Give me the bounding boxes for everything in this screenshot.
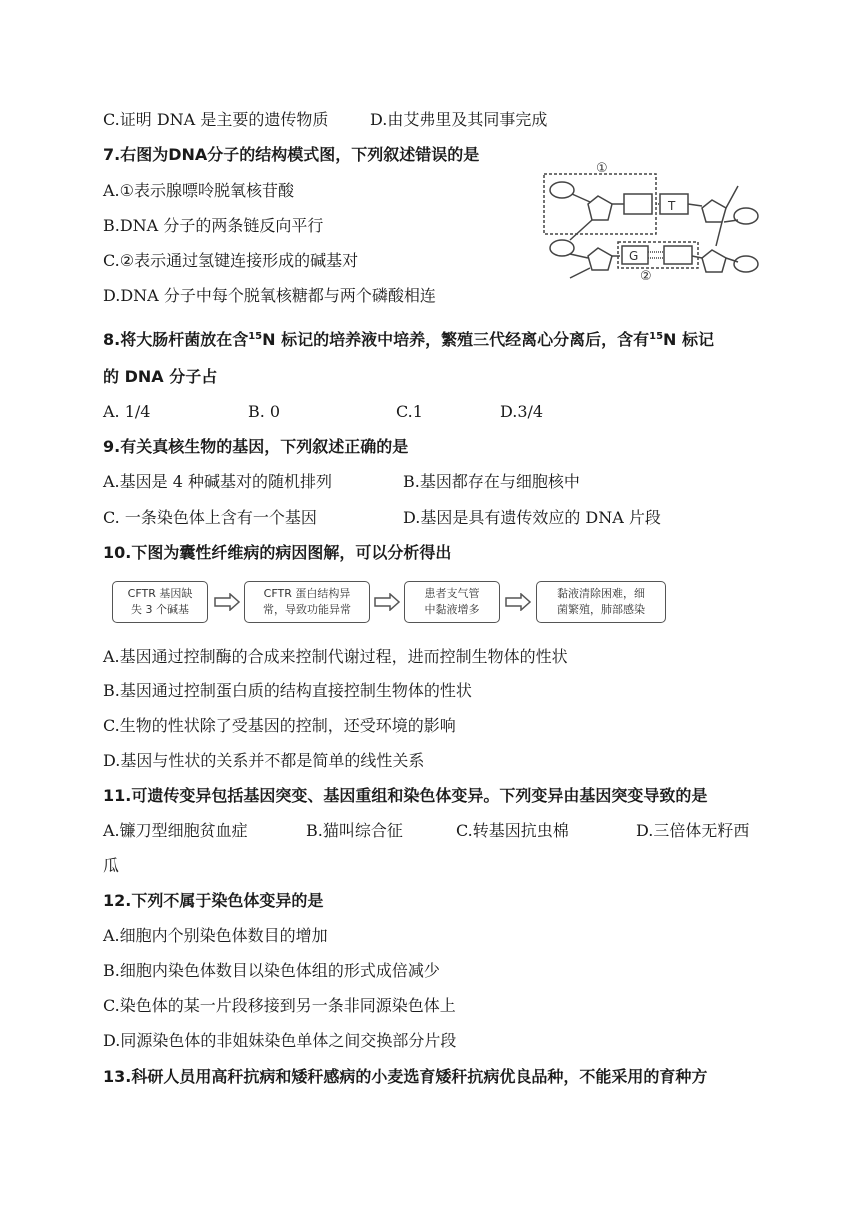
q11-stem: 11.可遗传变异包括基因突变、基因重组和染色体变异。下列变异由基因突变导致的是 [103,786,708,805]
flow-arrow-icon [374,593,400,611]
q7-option-d: D.DNA 分子中每个脱氧核糖都与两个磷酸相连 [103,286,436,305]
flow-step-1 [112,581,208,623]
flow-step-2-line1: CFTR 蛋白结构异 [263,587,351,600]
q11-option-d: D.三倍体无籽西 [636,821,750,840]
q8-superscript: 15 [248,331,263,342]
q7-option-c: C.②表示通过氢键连接形成的碱基对 [103,251,359,270]
q10-option-c: C.生物的性状除了受基因的控制，还受环境的影响 [103,716,456,735]
q11-options [103,821,749,841]
q8-option-c: C.1 [396,402,423,421]
q12-option-d: D.同源染色体的非姐妹染色单体之间交换部分片段 [103,1031,457,1050]
flow-arrow-icon [505,593,531,611]
flow-step-2 [244,581,370,623]
flow-step-4-line1: 黏液清除困难，细 [557,587,645,600]
q7-option-a: A.①表示腺嘌呤脱氧核苷酸 [103,181,294,200]
phosphate-circle [550,182,574,198]
flow-step-1-line2: 失 3 个碱基 [131,603,189,616]
q8-option-d: D.3/4 [500,402,544,421]
q8-stem-c: N 标记 [663,330,714,349]
flow-arrow-icon [214,593,240,611]
q12-option-b: B.细胞内染色体数目以染色体组的形式成倍减少 [103,961,440,980]
q8-stem-b: N 标记的培养液中培养，繁殖三代经离心分离后，含有 [262,330,650,349]
q9-option-b: B.基因都存在与细胞核中 [403,472,580,491]
q7-option-b: B.DNA 分子的两条链反向平行 [103,216,324,235]
label-1: ① [596,161,608,176]
base-t-label: T [668,199,676,213]
flow-step-2-line2: 常，导致功能异常 [263,603,351,616]
q12-option-a: A.细胞内个别染色体数目的增加 [103,926,328,945]
q12-option-c: C.染色体的某一片段移接到另一条非同源染色体上 [103,996,456,1015]
nucleotide-dashed-box [544,174,656,234]
q9-options-ab [103,472,580,492]
q9-option-d: D.基因是具有遗传效应的 DNA 片段 [403,508,661,527]
q9-option-c: C. 一条染色体上含有一个基因 [103,508,317,527]
q11-option-d-wrap: 瓜 [103,856,120,875]
base-rect [624,194,652,214]
q9-option-a: A.基因是 4 种碱基对的随机排列 [103,472,332,491]
q7-stem: 7.右图为DNA分子的结构模式图，下列叙述错误的是 [103,145,480,164]
q8-options [103,402,543,422]
q8-option-b: B. 0 [248,402,281,421]
q10-option-a: A.基因通过控制酶的合成来控制代谢过程，进而控制生物体的性状 [103,647,568,666]
label-2: ② [640,269,652,280]
q9-options-cd [103,508,661,528]
flow-step-3 [404,581,500,623]
q11-option-b: B.猫叫综合征 [306,821,403,840]
q8-stem-a: 8.将大肠杆菌放在含 [103,330,249,349]
q11-option-c: C.转基因抗虫棉 [456,821,569,840]
flow-step-3-line1: 患者支气管 [424,587,480,600]
q8-option-a: A. 1/4 [103,402,151,421]
q11-option-a: A.镰刀型细胞贫血症 [103,821,248,840]
q9-stem: 9.有关真核生物的基因，下列叙述正确的是 [103,437,409,456]
flow-step-4-line2: 菌繁殖，肺部感染 [557,603,645,616]
q6-options-cd [103,110,547,130]
q8-stem-line2: 的 DNA 分子占 [103,367,218,386]
deoxyribose-pentagon [588,196,612,220]
q8-superscript-2: 15 [649,331,664,342]
q6-option-d: D.由艾弗里及其同事完成 [370,110,548,129]
flow-step-1-line1: CFTR 基因缺 [127,587,193,600]
q8-stem [103,330,714,353]
q10-option-b: B.基因通过控制蛋白质的结构直接控制生物体的性状 [103,681,472,700]
base-g-label: G [629,249,639,263]
q12-stem: 12.下列不属于染色体变异的是 [103,891,324,910]
flow-step-3-line2: 中黏液增多 [424,603,480,616]
q10-stem: 10.下图为囊性纤维病的病因图解，可以分析得出 [103,543,452,562]
q13-stem: 13.科研人员用高秆抗病和矮秆感病的小麦选育矮秆抗病优良品种，不能采用的育种方 [103,1067,708,1086]
dna-structure-diagram [540,160,760,280]
flow-step-4 [536,581,666,623]
q6-option-c: C.证明 DNA 是主要的遗传物质 [103,110,329,129]
q10-option-d: D.基因与性状的关系并不都是简单的线性关系 [103,751,425,770]
